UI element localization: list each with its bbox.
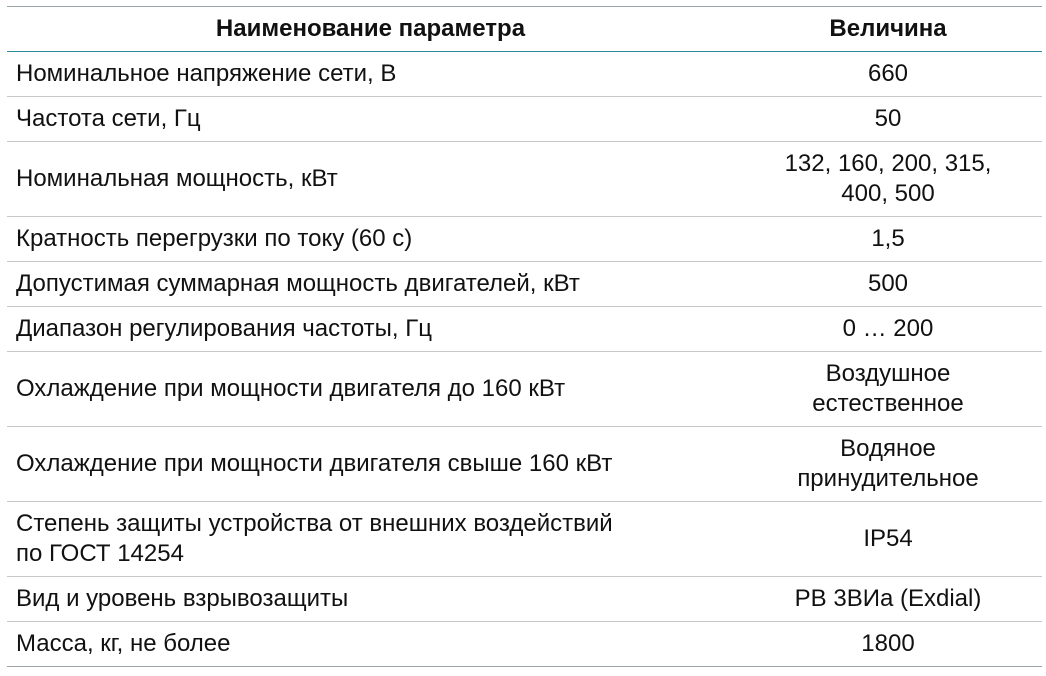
parameter-value	[734, 352, 1042, 427]
parameter-name: Диапазон регулирования частоты, Гц	[7, 307, 734, 352]
parameter-value: 1800	[734, 622, 1042, 667]
parameter-name: Масса, кг, не более	[7, 622, 734, 667]
parameter-name-line: Степень защиты устройства от внешних воздействий	[16, 510, 613, 537]
parameter-value-line: естественное	[812, 390, 964, 417]
parameter-value: РВ 3ВИа (Exdial)	[734, 577, 1042, 622]
table-row	[7, 502, 1042, 577]
table-row	[7, 622, 1042, 667]
parameter-name-line: по ГОСТ 14254	[16, 540, 184, 567]
parameters-table	[7, 6, 1042, 667]
parameter-name: Номинальная мощность, кВт	[7, 142, 734, 217]
table-row	[7, 262, 1042, 307]
table-row	[7, 352, 1042, 427]
parameter-value	[734, 142, 1042, 217]
parameter-value: 660	[734, 52, 1042, 97]
table-row	[7, 52, 1042, 97]
parameter-name: Вид и уровень взрывозащиты	[7, 577, 734, 622]
parameter-value-line: Воздушное	[825, 360, 951, 387]
parameter-value: 500	[734, 262, 1042, 307]
table-header-row	[7, 7, 1042, 52]
parameter-name: Допустимая суммарная мощность двигателей, кВт	[7, 262, 734, 307]
parameter-name	[7, 502, 734, 577]
parameter-name: Кратность перегрузки по току (60 с)	[7, 217, 734, 262]
table-row	[7, 307, 1042, 352]
parameter-value-line: Водяное	[840, 435, 936, 462]
parameter-value: 0 … 200	[734, 307, 1042, 352]
parameter-value-line: 400, 500	[841, 180, 935, 207]
table-row	[7, 427, 1042, 502]
parameter-value: 50	[734, 97, 1042, 142]
parameter-value: IP54	[734, 502, 1042, 577]
parameter-value-line: принудительное	[797, 465, 979, 492]
parameter-name: Охлаждение при мощности двигателя свыше 160 кВт	[7, 427, 734, 502]
parameter-name: Номинальное напряжение сети, В	[7, 52, 734, 97]
table-row	[7, 97, 1042, 142]
header-parameter-name: Наименование параметра	[7, 7, 734, 52]
parameter-value	[734, 427, 1042, 502]
parameter-value: 1,5	[734, 217, 1042, 262]
table-row	[7, 577, 1042, 622]
parameter-name: Частота сети, Гц	[7, 97, 734, 142]
table-row	[7, 217, 1042, 262]
header-value: Величина	[734, 7, 1042, 52]
table-row	[7, 142, 1042, 217]
parameter-name: Охлаждение при мощности двигателя до 160 кВт	[7, 352, 734, 427]
parameter-value-line: 132, 160, 200, 315,	[784, 150, 992, 177]
